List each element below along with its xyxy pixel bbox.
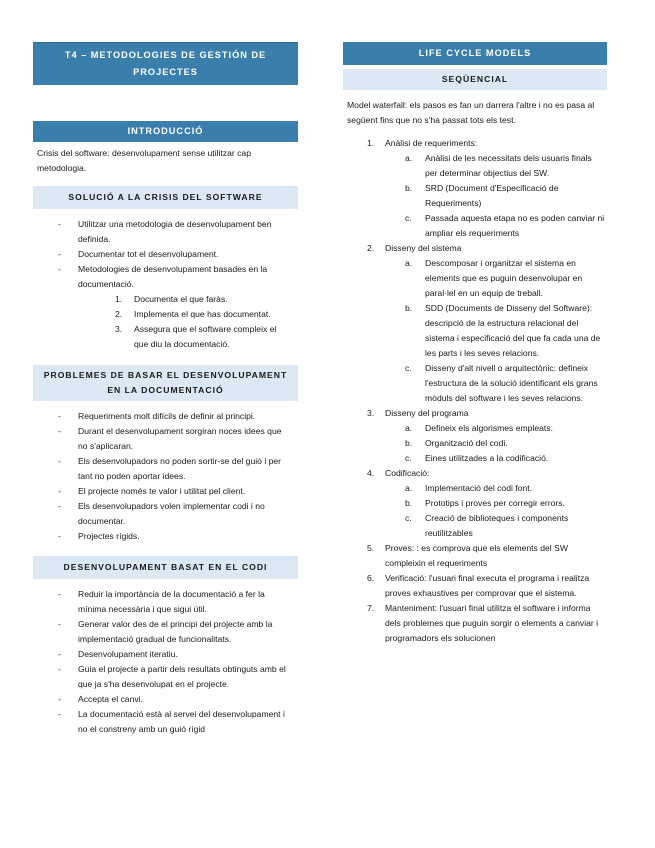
list-item: - Els desenvolupadors no poden sortir-se del guió i per tant no poden aportar idees. xyxy=(33,454,298,484)
waterfall-step-label: Verificació: l'usuari final executa el programa i realitza proves exhaustives per comprovar que el sistema. xyxy=(385,573,590,598)
waterfall-step-label: Anàlisi de requeriments: xyxy=(385,138,478,148)
waterfall-sub-list xyxy=(385,151,605,241)
list-item: - Desenvolupament iteratiu. xyxy=(33,647,298,662)
waterfall-sub-list xyxy=(385,421,605,466)
list-item: - Projectes rígids. xyxy=(33,529,298,544)
solucio-list xyxy=(33,217,298,352)
waterfall-sub-list xyxy=(385,256,605,406)
list-item: - Els desenvolupadors volen implementar codi i no documentar. xyxy=(33,499,298,529)
waterfall-step-label: Manteniment: l'usuari final utilitza el software i informa dels problemes que puguin sorgir o elements a canviar i programadors els solucionen xyxy=(385,603,599,643)
waterfall-step: 3. Disseny del programa a. Defineix els algorismes empleats. b. Organització del codi. c. Eines utilitzades a la codificació. xyxy=(343,406,607,466)
list-item: - Guia el projecte a partir dels resultats obtinguts amb el que ja s'ha desenvolupat en el projecte. xyxy=(33,662,298,692)
waterfall-sub-list xyxy=(385,481,605,541)
waterfall-step: 6. Verificació: l'usuari final executa el programa i realitza proves exhaustives per comprovar que el sistema. xyxy=(367,573,590,598)
list-item: - Durant el desenvolupament sorgiran noces idees que no s'aplicaran. xyxy=(33,424,298,454)
waterfall-step-label: Codificació: xyxy=(385,468,430,478)
waterfall-sub-item: b. SRD (Document d'Especificació de Requeriments) xyxy=(405,183,559,208)
section-heading-solucio: SOLUCIÓ A LA CRISIS DEL SOFTWARE xyxy=(33,186,298,209)
waterfall-step: 7. Manteniment: l'usuari final utilitza el software i informa dels problemes que puguin sorgir o elements a canviar i programadors els solucionen xyxy=(367,603,599,643)
problemes-list xyxy=(33,409,298,544)
sub-list-item: 2. Implementa el que has documentat. xyxy=(115,309,271,319)
waterfall-sub-item: a. Implementació del codi font. xyxy=(405,483,533,493)
waterfall-sub-item: c. Passada aquesta etapa no es poden canviar ni ampliar els requeriments xyxy=(405,213,605,238)
list-item: - La documentació està al servei del desenvolupament i no el constreny amb un guió rígid xyxy=(33,707,298,737)
waterfall-step: 5. Proves: : es comprova que els elements del SW compleixin el requeriments xyxy=(367,543,568,568)
codi-list xyxy=(33,587,298,737)
section-heading-sequencial: SEQÜENCIAL xyxy=(343,69,607,90)
list-item: - Accepta el canvi. xyxy=(33,692,298,707)
section-heading-problemes: PROBLEMES DE BASAR EL DESENVOLUPAMENT EN LA DOCUMENTACIÓ xyxy=(33,365,298,401)
waterfall-sub-item: a. Anàlisi de les necessitats dels usuaris finals per determinar objectius del SW. xyxy=(405,153,592,178)
section-heading-codi: DESENVOLUPAMENT BASAT EN EL CODI xyxy=(33,556,298,579)
waterfall-sub-item: a. Descomposar i organitzar el sistema en elements que es puguin desenvolupar en paral·lel en un equip de treball. xyxy=(405,258,583,298)
waterfall-sub-item: b. SDD (Documents de Disseny del Software): descripció de la estructura relacional del sistema i especificació del que fa cada una de les parts i les seves relacions. xyxy=(405,303,601,358)
waterfall-sub-item: c. Disseny d'alt nivell o arquitectònic: defineix l'estructura de la solució identificant els grans mòduls del software i les seves relacions. xyxy=(405,363,598,403)
waterfall-step: 4. Codificació: a. Implementació del codi font. b. Prototips i proves per corregir errors. c. Creació de biblioteques i components reutilitzables xyxy=(343,466,607,541)
section-heading-introduccio: INTRODUCCIÓ xyxy=(33,121,298,142)
solucio-sub-list xyxy=(78,292,292,352)
waterfall-steps-list xyxy=(343,136,607,646)
sub-list-item: 3. Assegura que el software compleix el que diu la documentació. xyxy=(115,324,277,349)
waterfall-intro: Model waterfall: els pasos es fan un darrera l'altre i no es pasa al següent fins que no s'ha passat tots els test. xyxy=(347,100,595,125)
list-item: - Requeriments molt difícils de definir al principi. xyxy=(33,409,298,424)
sub-list-item: 1. Documenta el que faràs. xyxy=(115,294,228,304)
waterfall-step-label: Disseny del sistema xyxy=(385,243,462,253)
left-column xyxy=(33,42,298,737)
list-item: - Reduir la importància de la documentació a fer la mínima necessària i que sigui útil. xyxy=(33,587,298,617)
list-item: - Documentar tot el desenvolupament. xyxy=(33,247,298,262)
waterfall-step: 2. Disseny del sistema a. Descomposar i organitzar el sistema en elements que es puguin desenvolupar en paral·lel en un equip de treball. b. SDD (Documents de Disseny del Software): descripció de la estructura relacional del sistema i especificació del que fa cada una de les parts i les seves relacions. c. Disseny d'alt nivell o arquitectònic: defineix l'estructura de la solució identificant els grans mòduls del software i les seves relacions. xyxy=(343,241,607,406)
waterfall-sub-item: b. Prototips i proves per corregir errors. xyxy=(405,498,565,508)
waterfall-sub-item: a. Defineix els algorismes empleats. xyxy=(405,423,554,433)
document-title: T4 – METODOLOGIES DE GESTIÓN DE PROJECTES xyxy=(33,42,298,85)
list-item: - El projecte només te valor i utilitat pel client. xyxy=(33,484,298,499)
list-item xyxy=(33,262,298,352)
intro-text: Crisis del software: desenvolupament sense utilitzar cap metodologia. xyxy=(37,148,251,173)
list-item-text: Metodologies de desenvolupament basades en la documentació. xyxy=(78,264,268,289)
waterfall-step: 1. Anàlisi de requeriments: a. Anàlisi de les necessitats dels usuaris finals per determinar objectius del SW. b. SRD (Document d'Especificació de Requeriments) c. Passada aquesta etapa no es poden canviar ni ampliar els requeriments xyxy=(343,136,607,241)
waterfall-sub-item: b. Organització del codi. xyxy=(405,438,508,448)
list-item: - Generar valor des de el principi del projecte amb la implementació gradual de funcionalitats. xyxy=(33,617,298,647)
waterfall-step-label: Proves: : es comprova que els elements del SW compleixin el requeriments xyxy=(385,543,568,568)
waterfall-sub-item: c. Eines utilitzades a la codificació. xyxy=(405,453,549,463)
right-column xyxy=(343,42,607,646)
section-heading-life-cycle: LIFE CYCLE MODELS xyxy=(343,42,607,65)
waterfall-step-label: Disseny del programa xyxy=(385,408,469,418)
waterfall-sub-item: c. Creació de biblioteques i components reutilitzables xyxy=(405,513,569,538)
list-item: - Utilitzar una metodologia de desenvolupament ben definida. xyxy=(33,217,298,247)
